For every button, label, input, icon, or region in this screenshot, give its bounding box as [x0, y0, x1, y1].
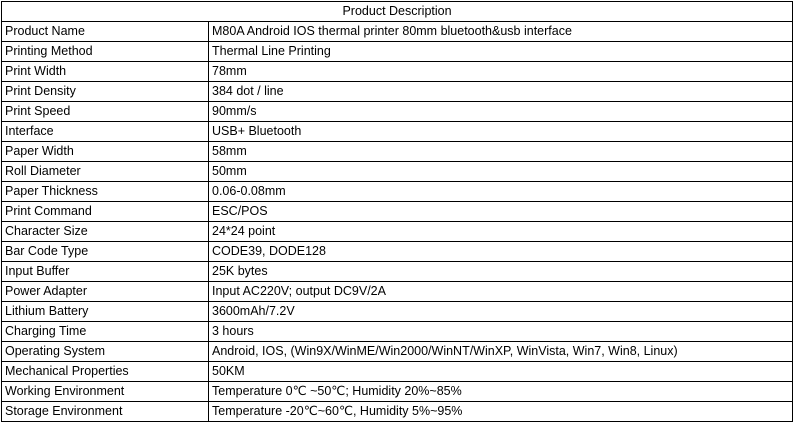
- table-row: [2, 82, 793, 102]
- row-label: Mechanical Properties: [2, 362, 209, 382]
- row-label: Print Width: [2, 62, 209, 82]
- table-row: [2, 22, 793, 42]
- row-label: Interface: [2, 122, 209, 142]
- table-row: [2, 102, 793, 122]
- row-value: 24*24 point: [209, 222, 793, 242]
- table-row: [2, 402, 793, 422]
- row-value: Temperature 0℃ ~50℃; Humidity 20%~85%: [209, 382, 793, 402]
- table-row: [2, 282, 793, 302]
- row-value: 25K bytes: [209, 262, 793, 282]
- table-row: [2, 182, 793, 202]
- row-value: Input AC220V; output DC9V/2A: [209, 282, 793, 302]
- row-label: Charging Time: [2, 322, 209, 342]
- row-value: 0.06-0.08mm: [209, 182, 793, 202]
- row-value: 3600mAh/7.2V: [209, 302, 793, 322]
- row-value: 3 hours: [209, 322, 793, 342]
- table-row: [2, 302, 793, 322]
- row-value: 384 dot / line: [209, 82, 793, 102]
- row-label: Printing Method: [2, 42, 209, 62]
- table-row: [2, 262, 793, 282]
- row-value: 58mm: [209, 142, 793, 162]
- table-row: [2, 202, 793, 222]
- table-row: [2, 162, 793, 182]
- row-value: 90mm/s: [209, 102, 793, 122]
- row-label: Operating System: [2, 342, 209, 362]
- table-row: [2, 142, 793, 162]
- table-row: [2, 242, 793, 262]
- spec-table: [1, 1, 793, 422]
- table-row: [2, 62, 793, 82]
- table-row: [2, 342, 793, 362]
- row-value: Android, IOS, (Win9X/WinME/Win2000/WinNT/WinXP, WinVista, Win7, Win8, Linux): [209, 342, 793, 362]
- table-title: Product Description: [2, 2, 793, 22]
- row-value: 50mm: [209, 162, 793, 182]
- row-label: Storage Environment: [2, 402, 209, 422]
- row-label: Roll Diameter: [2, 162, 209, 182]
- row-value: Temperature -20℃~60℃, Humidity 5%~95%: [209, 402, 793, 422]
- table-row: [2, 222, 793, 242]
- row-value: USB+ Bluetooth: [209, 122, 793, 142]
- row-label: Lithium Battery: [2, 302, 209, 322]
- row-label: Print Density: [2, 82, 209, 102]
- row-label: Input Buffer: [2, 262, 209, 282]
- row-label: Bar Code Type: [2, 242, 209, 262]
- table-row: [2, 322, 793, 342]
- row-label: Product Name: [2, 22, 209, 42]
- table-row: [2, 362, 793, 382]
- row-label: Print Command: [2, 202, 209, 222]
- table-row: [2, 122, 793, 142]
- row-label: Character Size: [2, 222, 209, 242]
- row-label: Power Adapter: [2, 282, 209, 302]
- row-value: 78mm: [209, 62, 793, 82]
- title-row: [2, 2, 793, 22]
- row-label: Paper Width: [2, 142, 209, 162]
- row-label: Working Environment: [2, 382, 209, 402]
- row-label: Print Speed: [2, 102, 209, 122]
- row-value: ESC/POS: [209, 202, 793, 222]
- row-value: M80A Android IOS thermal printer 80mm bluetooth&usb interface: [209, 22, 793, 42]
- row-value: Thermal Line Printing: [209, 42, 793, 62]
- row-value: CODE39, DODE128: [209, 242, 793, 262]
- table-row: [2, 42, 793, 62]
- row-label: Paper Thickness: [2, 182, 209, 202]
- table-row: [2, 382, 793, 402]
- row-value: 50KM: [209, 362, 793, 382]
